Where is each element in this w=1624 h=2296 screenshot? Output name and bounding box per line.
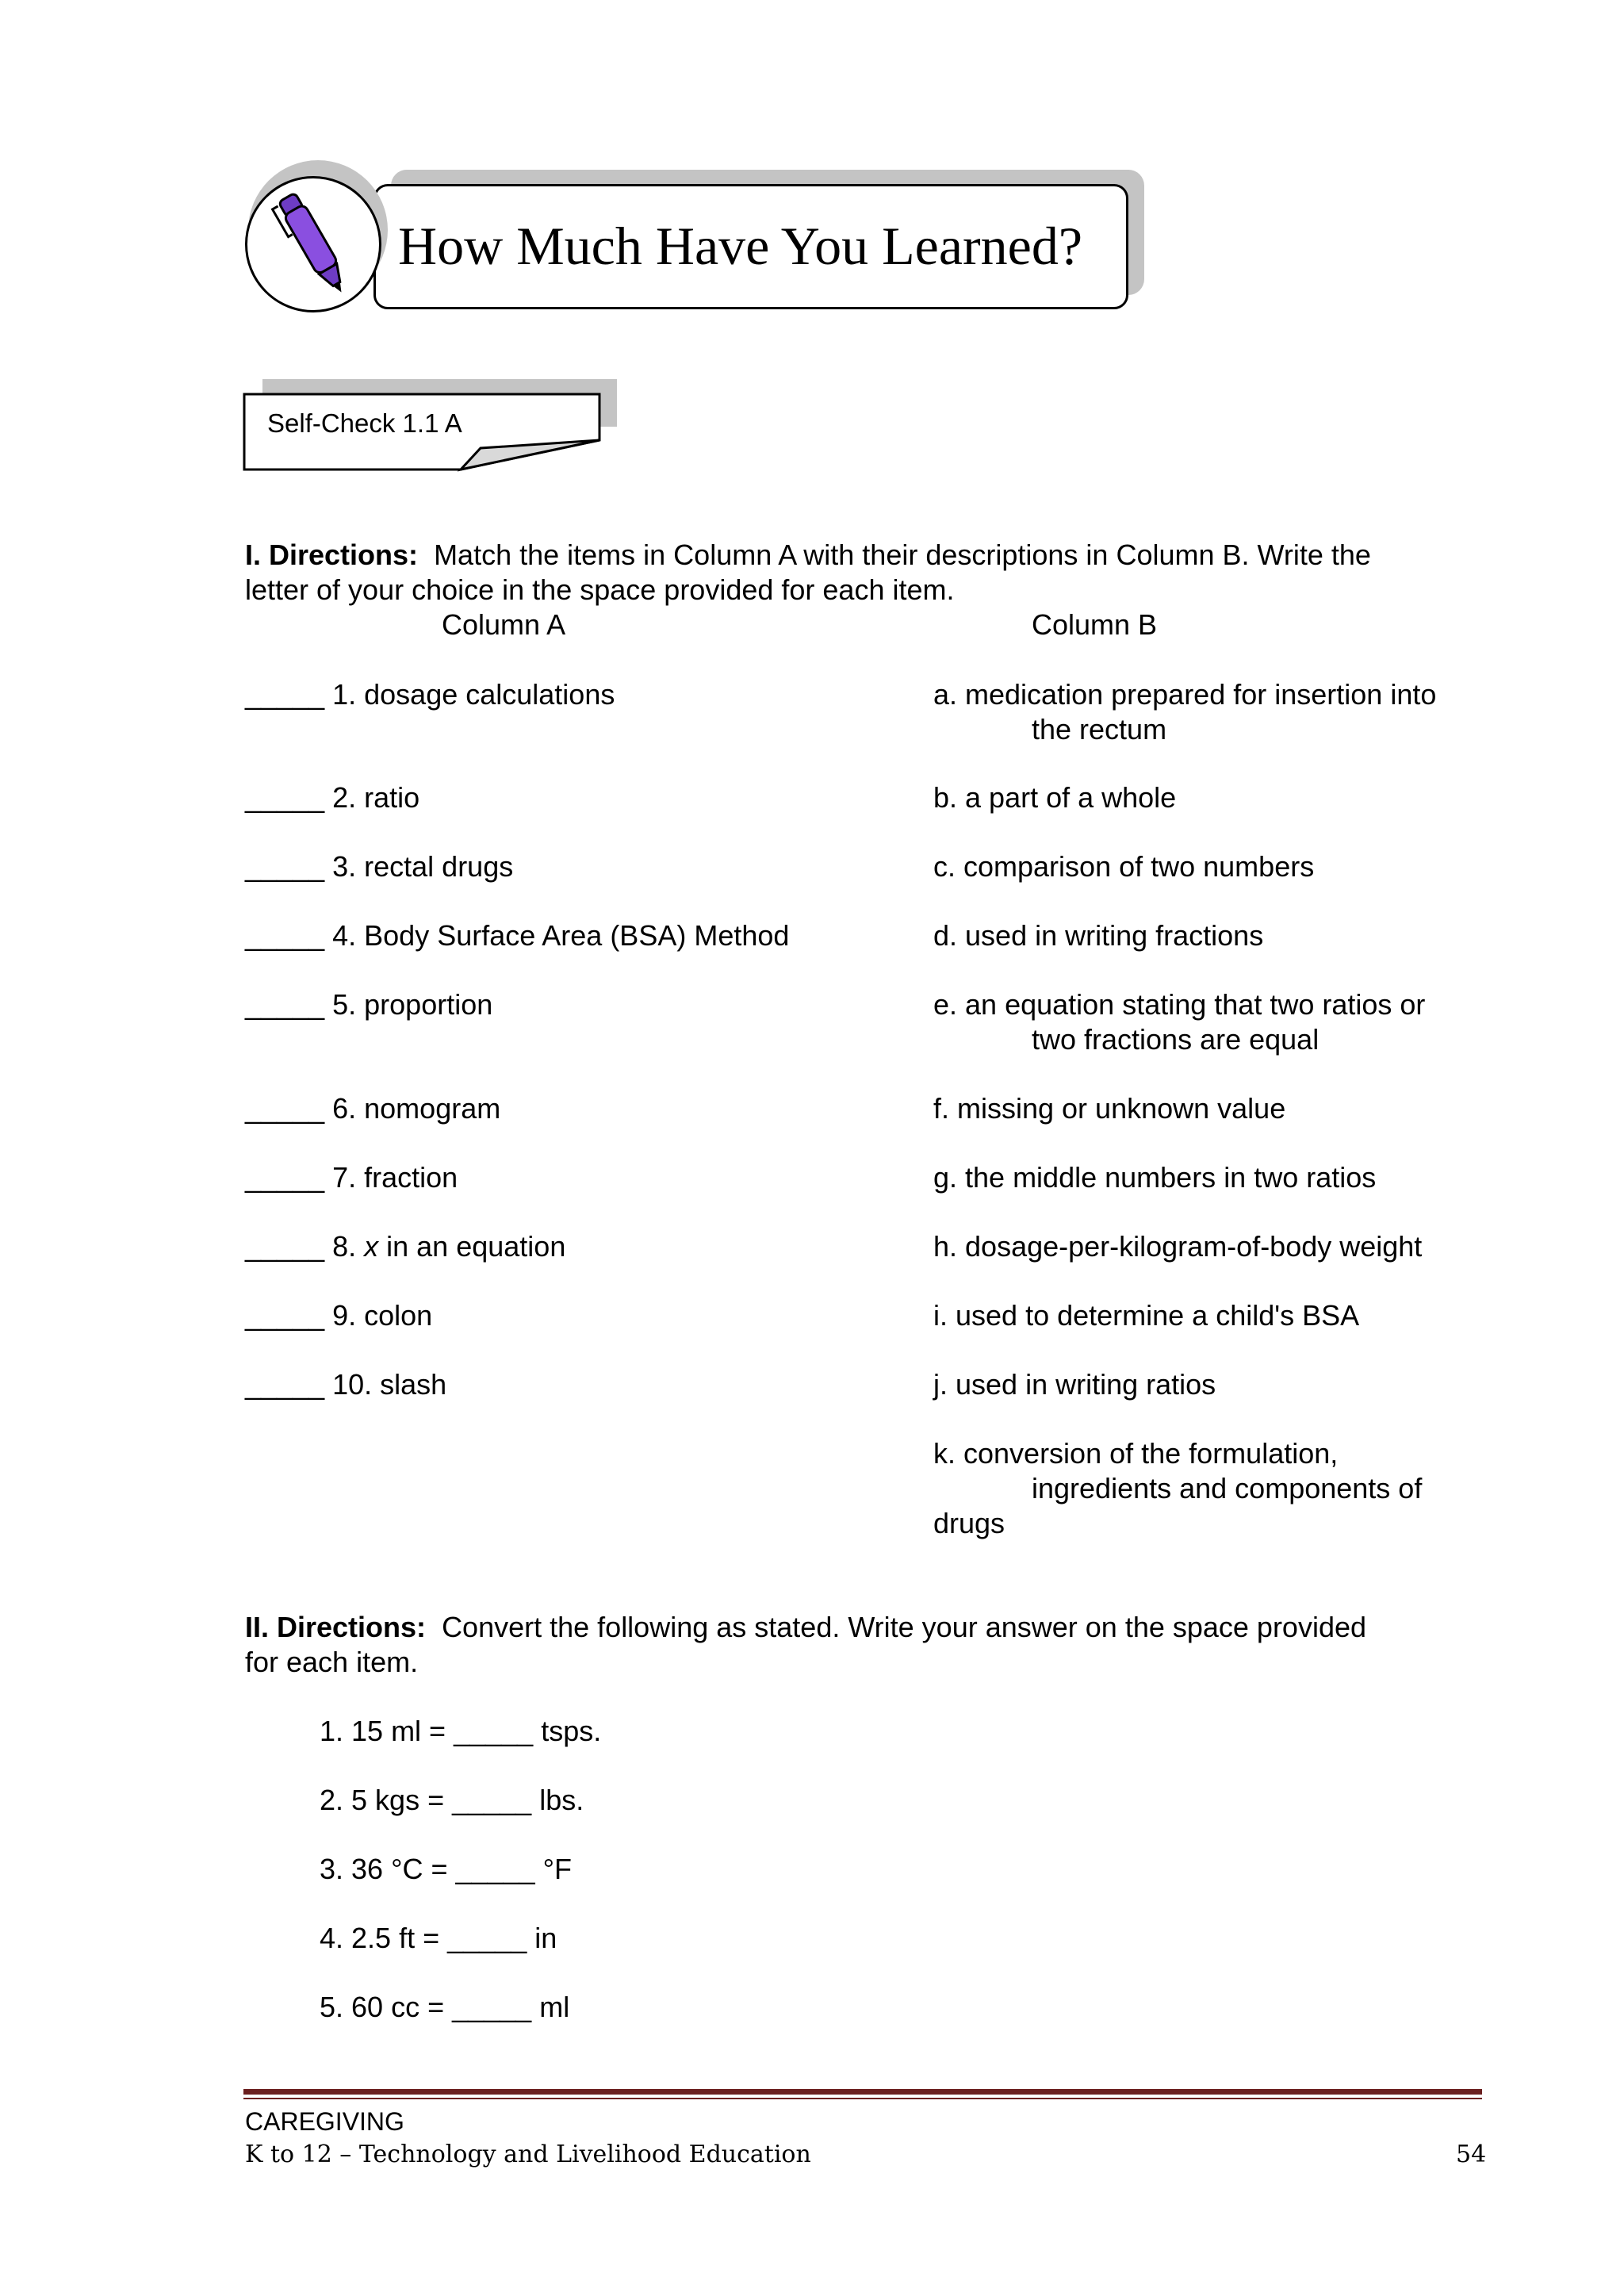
column-b-item-k-cont: ingredients and components of (1032, 1472, 1423, 1504)
column-a-item-4: _____ 4. Body Surface Area (BSA) Method (245, 919, 790, 952)
column-a-item-5: _____ 5. proportion (245, 988, 493, 1021)
conversion-item-1: 1. 15 ml = _____ tsps. (320, 1715, 602, 1747)
part2-directions-space (426, 1611, 442, 1643)
footer-subtitle: K to 12 – Technology and Livelihood Education (245, 2141, 811, 2168)
column-a-item-8-prefix: _____ 8. (245, 1230, 365, 1263)
footer-rule-thin (243, 2098, 1482, 2099)
column-a-item-9: _____ 9. colon (245, 1299, 433, 1332)
self-check-label: Self-Check 1.1 A (267, 408, 462, 438)
footer-org: CAREGIVING (245, 2107, 404, 2136)
column-b-item-j: j. used in writing ratios (933, 1368, 1216, 1401)
column-a-item-8-var: x (364, 1230, 379, 1263)
column-b-item-f: f. missing or unknown value (933, 1092, 1286, 1125)
column-a-item-1: _____ 1. dosage calculations (245, 678, 615, 711)
footer-rule (243, 2089, 1482, 2095)
conversion-item-2: 2. 5 kgs = _____ lbs. (320, 1784, 584, 1816)
column-a-item-8 (245, 1229, 565, 1264)
page-number: 54 (1456, 2141, 1487, 2168)
column-a-item-2: _____ 2. ratio (245, 781, 420, 814)
conversion-item-4: 4. 2.5 ft = _____ in (320, 1922, 557, 1954)
column-b-item-i: i. used to determine a child's BSA (933, 1299, 1360, 1332)
part2-directions-line1 (245, 1610, 1366, 1645)
column-a-item-3: _____ 3. rectal drugs (245, 850, 514, 883)
column-b-item-a-cont: the rectum (1032, 713, 1167, 746)
column-b-item-e-cont: two fractions are equal (1032, 1023, 1320, 1056)
part1-directions-line1 (245, 538, 1371, 573)
column-a-item-10: _____ 10. slash (245, 1368, 447, 1401)
column-a-header: Column A (442, 608, 566, 641)
column-b-item-d: d. used in writing fractions (933, 919, 1264, 952)
page-title: How Much Have You Learned? (398, 216, 1083, 276)
part2-heading: II. Directions: (245, 1611, 427, 1643)
column-a-item-8-rest: in an equation (378, 1230, 566, 1263)
conversion-item-3: 3. 36 °C = _____ °F (320, 1853, 572, 1885)
column-b-item-h: h. dosage-per-kilogram-of-body weight (933, 1230, 1423, 1263)
column-a-item-7: _____ 7. fraction (245, 1161, 458, 1194)
part1-directions-text (418, 539, 434, 571)
column-b-item-a: a. medication prepared for insertion into (933, 678, 1437, 711)
part1-heading: I. Directions: (245, 539, 419, 571)
column-b-item-k: k. conversion of the formulation, (933, 1437, 1339, 1470)
part1-directions-line2: letter of your choice in the space provided for each item. (245, 573, 955, 606)
column-b-item-e: e. an equation stating that two ratios or (933, 988, 1426, 1021)
column-b-item-b: b. a part of a whole (933, 781, 1177, 814)
column-a-item-6: _____ 6. nomogram (245, 1092, 501, 1125)
column-b-item-c: c. comparison of two numbers (933, 850, 1315, 883)
conversion-item-5: 5. 60 cc = _____ ml (320, 1991, 570, 2023)
pen-icon (262, 184, 365, 303)
part2-directions-line2: for each item. (245, 1646, 419, 1678)
part1-directions-text-1: Match the items in Column A with their descriptions in Column B. Write the (434, 539, 1371, 571)
column-b-item-k-cont2: drugs (933, 1507, 1005, 1539)
column-b-header: Column B (1032, 608, 1158, 641)
column-b-item-g: g. the middle numbers in two ratios (933, 1161, 1377, 1194)
part2-directions-text: Convert the following as stated. Write your answer on the space provided (442, 1611, 1367, 1643)
